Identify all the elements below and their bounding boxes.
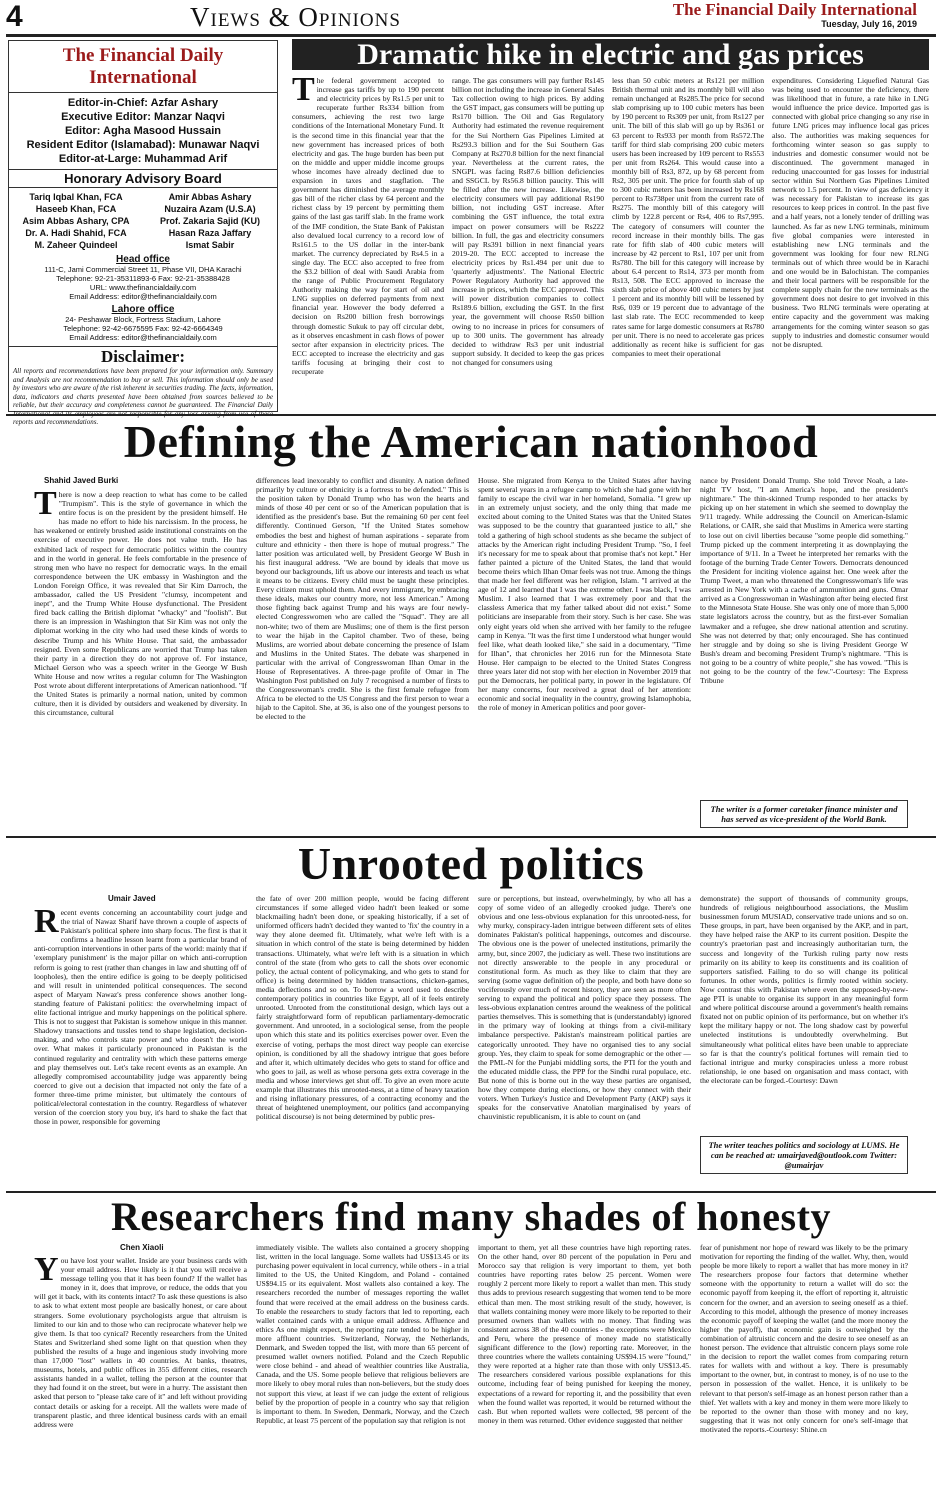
article-column: immediately visible. The wallets also contained a grocery shopping list, written in the local language. Some wallets had US$13.45 or its purchasing power equivalent in local currency, while others - in a trial limited to the US, the United Kingdom, and Poland - contained US$94.15 or its equivalent. Most wallets also contained a key. The researchers recorded the number of messages reporting the wallet found that were received at the email address on the business cards. To enable the researchers to study factors that led to reporting, each wallet contained cards with a unique email address. Affluence and ethics As one might expect, the reporting rate tended to be higher in more affluent countries. Switzerland, Norway, the Netherlands, Denmark, and Sweden topped the list, with more than 65 percent of presumed wallet owners notified. Poland and the Czech Republic were close behind - and ahead of wealthier countries like Australia, Canada, and the US. Some people believe that religious believers are more likely to obey moral rules than non-believers, but the study does not support this view, at least if we can judge the extent of religious belief by the proportion of people in a country who say that religion is important to them. In Sweden, Denmark, Norway, and the Czech Republic, at least 75 percent of the population say that religion is not	[256, 1243, 469, 1425]
advisor: Dr. A. Hadi Shahid, FCA	[25, 228, 127, 238]
editor-line: Resident Editor (Islamabad): Munawar Naqvi	[26, 139, 260, 151]
lahore-office-line: 24- Peshawar Block, Fortress Stadium, Lahore	[65, 315, 221, 324]
staff-box	[8, 40, 278, 426]
article-column: demonstrate) the support of thousands of community groups, hundreds of religious neighbourhood associations, the Muslim businessmen forum MUSIAD, conservative trade unions and so on. These groups, in part, have been organised by the AKP, and in part, they have helped raise the AKP to its current position. Despite the country's praetorian past and increasingly authoritarian turn, the success and longevity of the Turkish ruling party now rests primarily on its ability to keep its constituents and its coalition of supporters satisfied. Failing to do so will change its political fortunes. In other words, politics is firmly rooted within society. Now contrast this with Pakistan where even the supposed-by-new-age PTI is unable to organise its support in any meaningful form and where political discourse around a government's health remains fixated not on public opinion of its performance, but on whether it's kept the military happy or not. The long shadow cast by powerful unelected institutions is undoubtedly overwhelming. But simultaneously what political elites have been unable to appreciate so far is that the country's political fortunes will remain tied to factional intrigue and murky conspiracies unless a more robust relationship, ie one based on organisation and mass contact, with the electorate can be forged.-Courtesy: Dawn	[700, 894, 908, 1085]
article-column	[34, 1256, 247, 1490]
drop-cap: T	[292, 76, 315, 108]
disclaimer-text: All reports and recommendations have been prepared for your information only. Summary and Analysis are not recommendation to buy or sell. This information should only be used by investors who are aware of the risk inherent in securities trading. The facts, information, data, indicators and charts presented have been obtained from sources believed to be reliable, but their accuracy and completeness cannot be guaranteed. The Financial Daily reports and recommendations.	[13, 367, 273, 426]
article-column: expenditures. Considering Liquefied Natural Gas was being used to encounter the deficiency, there was likelihood that in future, a rate hike in LNG would influence the price device. Imported gas is connected with global price changing so any rise in future LNG prices may influence local gas prices also. The authorities was making sequences for forthcoming winter season so gas supply to industries and domestic consumer would not be discontinued. The government managed in reducing unaccounted for gas losses for industrial sector within Sui Northern Gas Pipelines Limited network to 1.5 percent. In view of gas deficiency it was necessary for Pakistan to increase its gas resources to keep prices in control. In the past five and a half years, not a lonely tender of drilling was launched. As far as new LNG terminals, minimum five global companies were interested in establishing new LNG terminals and the government was looking for four new RLNG terminals out of which three would be in Karachi and one would be in Balochistan. The companies and their local partners will be responsible for the complete supply chain for the new terminals as the government does not desire to get involved in this business. Two RLNG terminals were operating at entire capacity and the government was making arrangements for the coming winter season so gas supply to industries and domestic consumer would not be disrupted.	[772, 76, 929, 349]
advisor: Amir Abbas Ashary	[168, 192, 252, 202]
paper-name: The Financial Daily International	[672, 0, 917, 19]
editor-line: Executive Editor: Manzar Naqvi	[61, 111, 225, 123]
drop-cap: Y	[34, 1256, 59, 1288]
headline-american-nationhood: Defining the American nationhood	[123, 416, 819, 467]
advisor: Haseeb Khan, FCA	[35, 204, 117, 214]
advisor: Nuzaira Azam (U.S.A)	[164, 204, 256, 214]
advisory-list	[9, 191, 277, 251]
lahore-office-line: Telephone: 92-42-6675595 Fax: 92-42-6664349	[63, 324, 223, 333]
lahore-office-title: Lahore office	[111, 304, 175, 315]
article-column: fear of punishment nor hope of reward was likely to be the primary motivation for reporting the finding of the wallet. Why, then, would people be more likely to report a wallet that has more money in it? The researchers propose four factors that determine whether someone with the opportunity to return a wallet will do so: the economic payoff from keeping it, the effort of reporting it, altruistic concern for the owner, and an aversion to seeing oneself as a thief. According to this model, although the presence of money increases the economic payoff of keeping the wallet (and the more money the higher the payoff), that economic gain is outweighed by the combination of altruistic concern and the desire to see oneself as an honest person. The evidence that altruistic concern plays some role in the decision to report the wallet comes from comparing return rates for wallets with and without a key. There is presumably important to the owner, but, in contrast to money, is of no use to the person in possession of the wallet. Hence, it is unlikely to be relevant to that person's self-image as an honest person rather than a thief. Yet wallets with a key and money in them were more likely to be reported to the owner than those with money and no key, suggesting that it was not only concern for one's self-image that motivated the reports.-Courtesy: Shine.cn	[700, 1243, 908, 1434]
article-column	[34, 908, 247, 1190]
byline: Shahid Javed Burki	[44, 476, 119, 485]
article-column: important to them, yet all these countries have high reporting rates. On the other hand, over 80 percent of the population in Peru and Morocco say that religion is very important to them, yet both countries have reporting rates below 25 percent. Women were roughly 2 percent more likely to report a wallet than men. This study thus adds to previous research suggesting that women tend to be more ethical than men. The most striking result of the study, however, is that wallets containing money were more likely to be reported to their presumed owners than wallets with no money. That finding was consistent across 38 of the 40 countries - the exceptions were Mexico and Peru, where the presence of money made no statistically significant difference to the (low) reporting rate. Moreover, in the three countries where the wallets containing US$94.15 were "found," they were reported at a higher rate than those with only US$13.45. The researchers considered various possible explanations for this outcome, including fear of being punished for keeping the money, expectations of a reward for reporting it, and the possibility that even when the found wallet was reported, it would be returned without the cash. But when reported wallets were collected, 98 percent of the money in them was returned. Other evidence suggested that neither	[478, 1243, 691, 1425]
head-office-line: Telephone: 92-21-35311893-6 Fax: 92-21-35388428	[56, 274, 230, 283]
article-column: House. She migrated from Kenya to the United States after having spent several years in a refugee camp to which she had gone with her family to escape the civil war in her homeland, Somalia. "I grew up in an extremely unjust society, and the only thing that made me excited about coming to the United States was that the United States was supposed to be the country that guaranteed justice to all," she told a gathering of high school students as she became the subject of attacks by the American right including President Trump. "So, I feel it's necessary for me to speak about that promise that's not kept." Her father painted a picture of the United States, the land that would become theirs which Ilhan Omar feels was not true. Among the things that made her feel different was her religion, Islam. "I arrived at the age of 12 and learned that I was the extreme other. I was black, I was Muslim. I also learned that I was extremely poor and that the classless America that my father talked about did not exist." Some politicians are inseparable from their story. Such is her case. She was only eight years old when she arrived with her family to the refugee camp in Kenya. "It was the first time I understood what hunger would feel like, what death looked like," she said in a documentary, "Time for Ilhan", that chronicles her 2016 run for the Minnesota State House. Her campaign to be elected to the United States Congress three years later did not stop with her election in November 2019 that put the Democrats, her political party, in power in the legislature. Of her many concerns, four received a great deal of her attention: economic and social inequality in the country, growing Islamophobia, the role of money in American politics and poor gover-	[478, 476, 691, 713]
lahore-office-line: Email Address: editor@thefinancialdaily.com	[69, 333, 217, 342]
disclaimer-title: Disclaimer:	[9, 346, 277, 367]
headline-electric-gas: Dramatic hike in electric and gas prices	[292, 39, 929, 70]
section-title: Views & Opinions	[190, 2, 401, 32]
headline-unrooted-politics: Unrooted politics	[297, 838, 645, 889]
editor-line: Editor-at-Large: Muhammad Arif	[58, 153, 228, 165]
byline: Chen Xiaoli	[120, 1243, 164, 1252]
issue-date: Tuesday, July 16, 2019	[821, 19, 917, 29]
byline: Umair Javed	[108, 894, 156, 903]
article-column	[292, 76, 444, 412]
article-column	[34, 490, 247, 832]
editor-line: Editor-in-Chief: Azfar Ashary	[67, 97, 219, 109]
advisory-title: Honorary Advisory Board	[9, 169, 277, 188]
author-note: The writer teaches politics and sociology at LUMS. He can be reached at: umairjaved@outlook.com Twitter: @umairjav	[700, 1136, 908, 1174]
article-column: less than 50 cubic meters at Rs121 per million British thermal unit and its monthly bill will also remain unchanged at Rs285.The price for second slab comprising up to 100 cubic meters has been by 190 percent to Rs309 per unit, from Rs127 per unit. The bill of this slab will go up by Rs361 or 63 percent to Rs933 per month from Rs572.The tariff for third slab comprising 200 cubic meters users has been increased by 109 percent to Rs553 per unit from Rs264. This would cause into a monthly bill of Rs3, 872, up by 68 percent from Rs2, 305 per unit. The price for fourth slab of up to 300 cubic meters has been increased by Rs168 percent to Rs738per unit from the current rate of Rs275. The monthly bill of this category will climb by 122.8 percent or Rs4, 406 to Rs7,995. The category of consumers will counter the record increase in their monthly bills. The gas rate for fifth slab of 400 cubic meters will increase by 42 percent to Rs1, 107 per unit from Rs780. The bill for this category will increase by about 6.4 percent to Rs14, 373 per month from Rs13, 508. The ECC approved to increase the sixth slab price of above 400 cubic meters by just 1 percent and its monthly bill will be lessened by Rs6, 039 or 19 percent due to advantage of the last slab rate. The ECC recommended to keep rates same for large domestic consumers at Rs780 per unit. There is no need to accelerate gas prices additionally as recent hike is sufficient for gas companies to meet their operational	[612, 76, 764, 358]
head-office-line: Email Address: editor@thefinancialdaily.com	[69, 292, 217, 301]
article-column: range. The gas consumers will pay further Rs145 billion not including the increase in General Sales Tax collection owing to high prices. By adding the GST impact, gas consumers will be putting up Rs170 billion. The Oil and Gas Regulatory Authority had estimated the revenue requirement for the Sui Northern Gas Pipelines Limited at Rs293.3 billion and for the Sui Southern Gas Company at Rs270.8 billion for the next financial year. Nevertheless at the current rates, the SNGPL was facing Rs87.6 billion deficiencies and SSGCL by Rs56.8 billion paucity. This will be filled after the new increase. Likewise, the electricity consumers will pay additional Rs190 billion, not including GST increase. After combining the GST influence, the total extra impact on power consumers will be Rs222 billion. In full, the gas and electricity consumers will pay Rs391 billion in next financial years 2019-20. The ECC accepted to increase the electricity prices by Rs1.494 per unit due to 'quarterly adjustments'. The National Electric Power Regulatory Authority had approved the increase in prices, which the ECC approved. This will power distribution companies to collect Rs189.6 billion, excluding the GST. In the first year, the government will choose Rs50 billion owing to no increase in prices for consumers of up to 300 units. The government has already decided to withdraw Rs3 per unit industrial support subsidy. It decided to keep the gas prices not changed for consumers using	[452, 76, 604, 367]
head-office-line: URL: www.thefinancialdaily.com	[89, 283, 197, 292]
advisor: Asim Abbas Ashary, CPA	[22, 216, 130, 226]
section-rule	[6, 1191, 936, 1193]
article-column: the fate of over 200 million people, would be facing different circumstances if some alleged video hadn't been leaked or some blackmailing hadn't been done, or speaking historically, if a set of uniformed officers hadn't decided they wanted to 'fix' the country in a way they alone deemed fit. Ultimately, what we're left with is a situation in which control of the state is being determined by hidden transactions. Ultimately, what we're left with is a situation in which control of the state (from who gets to call the shots over economic policy, the actual content of policymaking, and who gets to stand for office) is being determined by hidden transactions, chicken-games, media deflections and so on. To borrow a word used to describe contemporary politics in countries like Egypt, all of it feels entirely unrooted. Unrooted from the constitutional design, which lays out a fairly straightforward form of republican parliamentary-democratic government. And unrooted, in a sociological sense, from the people upon which this state and its politics exercises power over. Even the exercise of voting, perhaps the most direct way people can exercise opinion, is conditioned by all the shadowy intrigue that goes before and after it, which ultimately decides who gets to stand for office and who goes to jail, as well as whose persona gets extra coverage in the media and whose interviews get shut off. To give an even more acute example that illustrates this unrooted-ness, at a time of heavy taxation and rising inflationary pressures, of a contracting economy and the threat of heightened unemployment, our politics (and accompanying political discourse) is not being determined by public pres-	[256, 894, 469, 1122]
advisor: Ismat Sabir	[185, 240, 235, 250]
headline-shades-of-honesty: Researchers find many shades of honesty	[111, 1194, 831, 1239]
article-column: differences lead inexorably to conflict and disunity. A nation defined primarily by culture or ethnicity is a fortress to be defended." This is the position taken by Donald Trump who has won the hearts and minds of those 40 per cent or so of the American population that is identified as the president's base. But the remaining 60 per cent feel differently. Continued Gerson, "If the United States somehow embodies the best and highest of human aspirations - separate from culture and ethnicity - then there is hope of mutual progress." The latter position was articulated well, by President George W Bush in his first inaugural address. "We are bound by ideals that move us beyond our backgrounds, lift us above our interests and teach us what it means to be citizens. Every child must be taught these principles. Every citizen must uphold them. And every immigrant, by embracing these ideals, makes our country more, not less American." Among those fighting back against Trump and his ways are four newly-elected Congresswomen who are called the "Squad". They are all non-white; two of them are Muslims; one of them is the first person to wear the hijab in the Capitol chamber. Two of these, being Muslims, are worried about debate concerning the presence of Islam and Muslims in the United States. The debate was sharpened in particular with the arrival of Congresswoman Ilhan Omar in the House of Representatives. A three-page profile of Omar in The Washington Post published on July 7 recognised a number of firsts to the Congresswoman's credit. She is the first female refugee from Africa to be elected to the US Congress and the first person to wear a hijab to the Capitol. She, at 36, is also one of the youngest persons to be elected to the	[256, 476, 469, 722]
masthead-rule	[6, 34, 936, 37]
drop-cap: R	[34, 908, 59, 940]
advisor: Tariq Iqbal Khan, FCA	[29, 192, 123, 202]
head-office-title: Head office	[116, 254, 170, 265]
column-text: ecent events concerning an accountability court judge and the trial of Nawaz Sharif have thrown a couple of aspects of Pakistan's political sphere into sharp focus. The first is that it confirms a headline lesson learnt from a particular brand of anti-corruption interventions in other parts of the world: mainly that if 'exemplary punishment' is the major pillar on which anti-corruption reform is going to rest (rather than changes in law and shutting off of loopholes), then the entire edifice is going to be deeply politicised and will result in unintended political consequences. The second aspect of Maryam Nawaz's press conference shows another long-standing feature of Pakistani politics: the overwhelming impact of elite factional intrigue and murky happenings on the political sphere. This is not to suggest that Pakistan is somehow unique in this manner. Shadowy transactions and tussles tend to shape legislation, decision-making, and who controls state power and who doesn't the world over. What makes it particularly pronounced in Pakistan is the continued regularity and centrality with which these patterns emerge and play themselves out. Let's take recent events as an example. An allegedly compromised accountability judge was apparently being coerced to give out a decision that impacted not only the fate of a former three-time prime minister, but ultimately the contours of political/electoral contestation in the country. Regardless of whatever version of the coercion story you buy, it's hard to shake the fact that those in power, responsible for governing	[34, 908, 247, 1127]
page-number: 4	[6, 0, 23, 33]
column-text: here is now a deep reaction to what has come to be called "Trumpism". This is the style of governance in which the entire focus is on the president by the president himself. He has made no effort to hide his narcissism. In the process, he has weakened or entirely brushed aside institutional constraints on the exercise of executive power. He does not value truth. He has exhibited lack of respect for democratic politics within the country and in the world in general. He feels comfortable in the presence of strong men who have no respect for democratic ways. In the email correspondence between the UK embassy in Washington and the London Foreign Office, it was revealed that Sir Kim Darroch, the ambassador, called the US President "clumsy, incompetent and inept", and the Trump White House dysfunctional. The President fired back calling the British diplomat "whacky" and "foolish". But there is an impression in Washington that Sir Kim was not only the diplomat working in the city who had used these kinds of words to describe Trump and his White House. That said, the ambassador resigned. Even some Republicans are worried that Trump has taken their party in a direction they do not approve of. For instance, Michael Gerson who was a speech writer in the George W Bush White House and now writes a regular column for The Washington Post wrote about different interpretations of American nationhood. "If the United States is primarily a normal nation, united by common culture, then it is divided by outsiders and weakened by diversity. In this circumstance, cultural	[34, 490, 247, 718]
advisor: Hasan Raza Jaffary	[168, 228, 252, 238]
column-text: he federal government accepted to increase gas tariffs by up to 190 percent and electricity prices by Rs1.5 per unit to recuperate further Rs334 billion from consumers, achieving the rest two large conditions of the International Monetary Fund. It is the second time in this financial year that the new government has increased prices of both electricity and gas. The huge burden has been put on the middle and upper middle income groups whose incomes have already declined due to expansion in taxes and stagflation. The government has diminished the average monthly gas bill of the richer class by 64 percent and the richest class by 19 percent by permitting them gains of the last gas tariff slab. In the frame work of the IMF condition, the State Bank of Pakistan also devalued local currency to a record low of Rs161.5 to the US dollar in the inter-bank market. The currency depreciated by Rs4.5 in a single day. The ECC also accepted to free from the $3.2 billion of deal with Saudi Arabia from the range of Public Procurement Regulatory Authority making the way for start of oil and LNG supplies on deferred payments from next financial year. However the body deferred a decision on Rs200 billion fresh borrowings through domestic Sukuk to pay off circular debt, as it observes encashment in cash flows of power sector after expansion in electricity prices. The ECC accepted to increase the electricity and gas tariffs focusing at bringing their cost to recuperate	[292, 76, 444, 376]
editor-line: Editor: Agha Masood Hussain	[64, 125, 222, 137]
article-column: sure or perceptions, but instead, overwhelmingly, by who all has a copy of some video of an allegedly crooked judge. There's one obvious and one less-obvious explanation for this unrooted-ness, for why murky, conspiracy-laden intrigue between different sets of elites dominates Pakistan's political happenings, outcomes and discourse. The obvious one is the power of unelected institutions, primarily the army, but, since 2007, the judiciary as well. These two institutions are not directly answerable to the people in any procedural or constitutional form. As much as they like to claim that they are serving (some vague definition of) the people, and both have done so vociferously over much of recent history, they are seen as more often serving to expand the political and policy space they possess. The less-obvious explanation centres around the weakness of the political parties themselves. This is something that is (understandably) ignored in the primary way of looking at things from a civil-military imbalance perspective. Pakistan's mainstream political parties are categorically unrooted. They have no organised ties to any social group. Yes, they claim to speak for some demographic or the other — the PML-N for the Punjabi middling sorts, the PTI for the youth and the educated middle class, the PPP for the Sindhi rural populace, etc. But none of this is borne out in the way these parties are organised, how they compete during elections, or how they connect with their voters. When Turkey's Justice and Development Party (AKP) says it speaks for the conservative Anatolian marginalised by years of chauvinistic republicanism, it is able to count on (and	[478, 894, 691, 1122]
author-note: The writer is a former caretaker finance minister and has served as vice-president of the World Bank.	[700, 800, 908, 828]
staff-paper-name: The Financial Daily International	[62, 45, 224, 88]
column-text: ou have lost your wallet. Inside are your business cards with your email address. How likely is it that you will receive a message telling you that it has been found? If the wallet has money in it, does that improve, or reduce, the odds that you will get it back, with its contents intact? To ask these questions is also to ask to what extent most people are basically honest, or care about strangers. Some evolutionary psychologists argue that altruism is limited to our kin and to those who can reciprocate whatever help we give them. Is that too cynical? Recently researchers from the United States and Switzerland shed some light on that question when they published the results of a huge and ingenious study involving more than 17,000 "lost" wallets in 40 countries. At banks, theatres, museums, hotels, and public offices in 355 different cities, research assistants handed in a wallet, telling the person at the counter that they had found it on the street, but were in a hurry. The assistant then asked that person to "please take care of it" and left without providing contact details or asking for a receipt. All the wallets were made of transparent plastic, and three identical business cards with an email address were	[34, 1256, 247, 1429]
advisor: M. Zaheer Quindeel	[34, 240, 118, 250]
drop-cap: T	[34, 490, 57, 522]
advisor: Prof. Zakaria Sajid (KU)	[159, 216, 261, 226]
head-office-line: 111-C, Jami Commercial Street 11, Phase VII, DHA Karachi	[44, 265, 242, 274]
article-column: nance by President Donald Trump. She told Trevor Noah, a late-night TV host, "I am America's hope, and the president's nightmare." The thin-skinned Trump responded to her attacks by picking up on her statement in which she seemed to downplay the 9/11 tragedy. While addressing the Council on American-Islamic Relations, or CAIR, she said that Muslims in America were starting to lose out on civil liberties because "some people did something." Trump picked up the comment interpreting it as downplaying the importance of 9/11. In a Tweet he interpreted her remarks with the footage of the burning Trade Center Towers. Democrats denounced the President for inciting violence against her. One week after the Trump Tweet, a man who threatened the Congresswoman's life was arrested in New York with a cache of ammunition and guns. Omar arrived as a Congresswoman in Washington after being elected first to the Minnesota State House. She was only one of more than 5,000 state legislators across the country, but as the first-ever Somalian lawmaker and a refugee, she drew national attention and scrutiny. She was not deterred by that; only encouraged. She has continued her struggle and by doing so she is living President George W Bush's dream and becoming President Trump's nightmare. "This is not going to be a country of white people," she has vowed. "This is not going to be the country of the few."-Courtesy: The Express Tribune	[700, 476, 908, 686]
